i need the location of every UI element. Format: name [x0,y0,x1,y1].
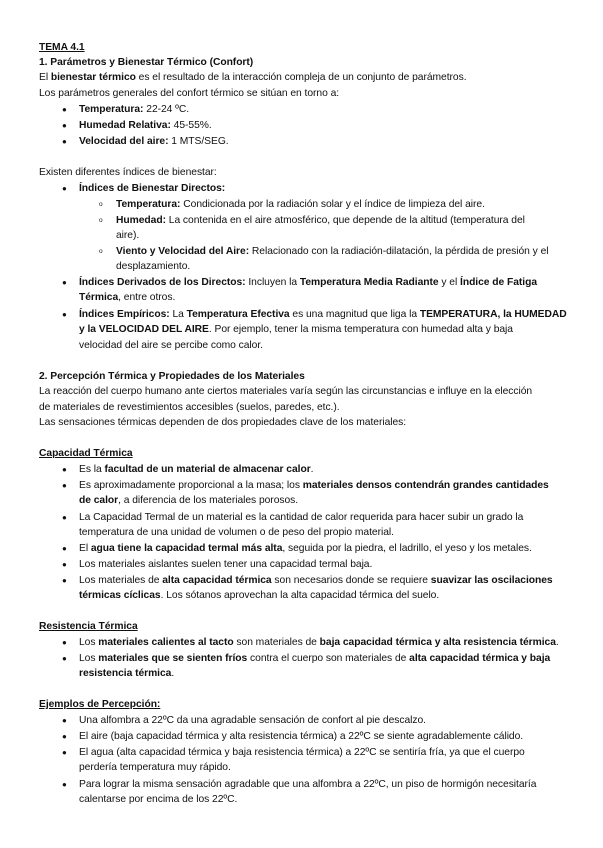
bullet-icon: ● [62,560,67,569]
resistance-heading: Resistencia Térmica [39,621,138,632]
example-1: Una alfombra a 22ºC da una agradable sensación de confort al pie descalzo. [79,715,426,726]
examples-heading: Ejemplos de Percepción: [39,699,161,710]
capacity-item-2-cont: de calor, a diferencia de los materiales porosos. [79,495,299,506]
sub-humidity: Humedad: La contenida en el aire atmosférico, que depende de la altitud (temperatura del [116,215,525,226]
section-2-p2: de materiales de revestimientos accesibles (suelos, paredes, etc.). [39,402,340,413]
empirical-indices-cont-2: velocidad del aire se percibe como calor. [79,340,263,351]
section-1-intro-2: Los parámetros generales del confort térmico se sitúan en torno a: [39,88,340,99]
section-1-heading: 1. Parámetros y Bienestar Térmico (Confort) [39,57,254,68]
sub-humidity-cont: aire). [116,230,140,241]
bullet-icon: ● [62,654,67,663]
document-title: TEMA 4.1 [39,42,85,53]
resistance-item-2-cont: resistencia térmica. [79,668,175,679]
bullet-icon: ● [62,184,67,193]
sub-wind: Viento y Velocidad del Aire: Relacionado con la radiación-dilatación, la pérdida de presión y el [116,246,549,257]
sub-temperature: Temperatura: Condicionada por la radiación solar y el índice de limpieza del aire. [116,199,485,210]
example-4-cont: calentarse por encima de los 22ºC. [79,794,238,805]
bullet-icon: ● [62,105,67,114]
section-1-intro: El bienestar térmico es el resultado de la interacción compleja de un conjunto de parámetros. [39,72,467,83]
capacity-item-2: Es aproximadamente proporcional a la masa; los materiales densos contendrán grandes cantidades [79,480,549,491]
section-2-p3: Las sensaciones térmicas dependen de dos propiedades clave de los materiales: [39,417,407,428]
sub-wind-cont: desplazamiento. [116,261,191,272]
bullet-icon: ● [62,310,67,319]
bullet-icon: ● [62,278,67,287]
bullet-icon: ● [62,513,67,522]
empirical-indices-cont: y la VELOCIDAD DEL AIRE. Por ejemplo, tener la misma temperatura con humedad alta y baja [79,324,513,335]
capacity-item-3-cont: temperatura de una unidad de volumen o de peso del propio material. [79,527,394,538]
circle-bullet-icon: o [99,217,103,224]
bullet-icon: ● [62,780,67,789]
section-2-p1: La reacción del cuerpo humano ante ciertos materiales varía según las circunstancias e influye en la elección [39,386,533,397]
empirical-indices: Índices Empíricos: La Temperatura Efectiva es una magnitud que liga la TEMPERATURA, la HUMEDAD [79,309,567,320]
capacity-item-4: El agua tiene la capacidad termal más alta, seguida por la piedra, el ladrillo, el yeso y los metales. [79,543,532,554]
capacity-item-6: Los materiales de alta capacidad térmica son necesarios donde se requiere suavizar las oscilaciones [79,575,553,586]
bullet-icon: ● [62,137,67,146]
bullet-icon: ● [62,481,67,490]
param-temperature: Temperatura: 22-24 ºC. [79,104,190,115]
indices-intro: Existen diferentes índices de bienestar: [39,167,217,178]
bullet-icon: ● [62,544,67,553]
bullet-icon: ● [62,716,67,725]
param-humidity: Humedad Relativa: 45-55%. [79,120,212,131]
example-4: Para lograr la misma sensación agradable que una alfombra a 22ºC, un piso de hormigón necesitaría [79,779,537,790]
bullet-icon: ● [62,121,67,130]
derived-indices: Índices Derivados de los Directos: Incluyen la Temperatura Media Radiante y el Índice de Fatiga [79,277,538,288]
bullet-icon: ● [62,638,67,647]
resistance-item-1: Los materiales calientes al tacto son materiales de baja capacidad térmica y alta resistencia térmica. [79,637,559,648]
bullet-icon: ● [62,576,67,585]
bullet-icon: ● [62,732,67,741]
bullet-icon: ● [62,465,67,474]
capacity-item-1: Es la facultad de un material de almacenar calor. [79,464,314,475]
section-2-heading: 2. Percepción Térmica y Propiedades de los Materiales [39,371,305,382]
capacity-item-3: La Capacidad Termal de un material es la cantidad de calor requerida para hacer subir un grado la [79,512,524,523]
circle-bullet-icon: o [99,248,103,255]
resistance-item-2: Los materiales que se sienten fríos contra el cuerpo son materiales de alta capacidad térmica y baja [79,653,551,664]
param-air-speed: Velocidad del aire: 1 MTS/SEG. [79,136,229,147]
circle-bullet-icon: o [99,201,103,208]
bullet-icon: ● [62,748,67,757]
derived-indices-cont: Térmica, entre otros. [79,292,176,303]
example-3: El agua (alta capacidad térmica y baja resistencia térmica) a 22ºC se sentiría fría, ya que el cuerpo [79,747,525,758]
capacity-heading: Capacidad Térmica [39,448,133,459]
capacity-item-5: Los materiales aislantes suelen tener una capacidad termal baja. [79,559,373,570]
example-2: El aire (baja capacidad térmica y alta resistencia térmica) a 22ºC se siente agradablemente cálido. [79,731,524,742]
direct-indices-heading: Índices de Bienestar Directos: [79,183,226,194]
example-3-cont: perdería temperatura muy rápido. [79,762,231,773]
capacity-item-6-cont: térmicas cíclicas. Los sótanos aprovechan la alta capacidad térmica del suelo. [79,590,440,601]
